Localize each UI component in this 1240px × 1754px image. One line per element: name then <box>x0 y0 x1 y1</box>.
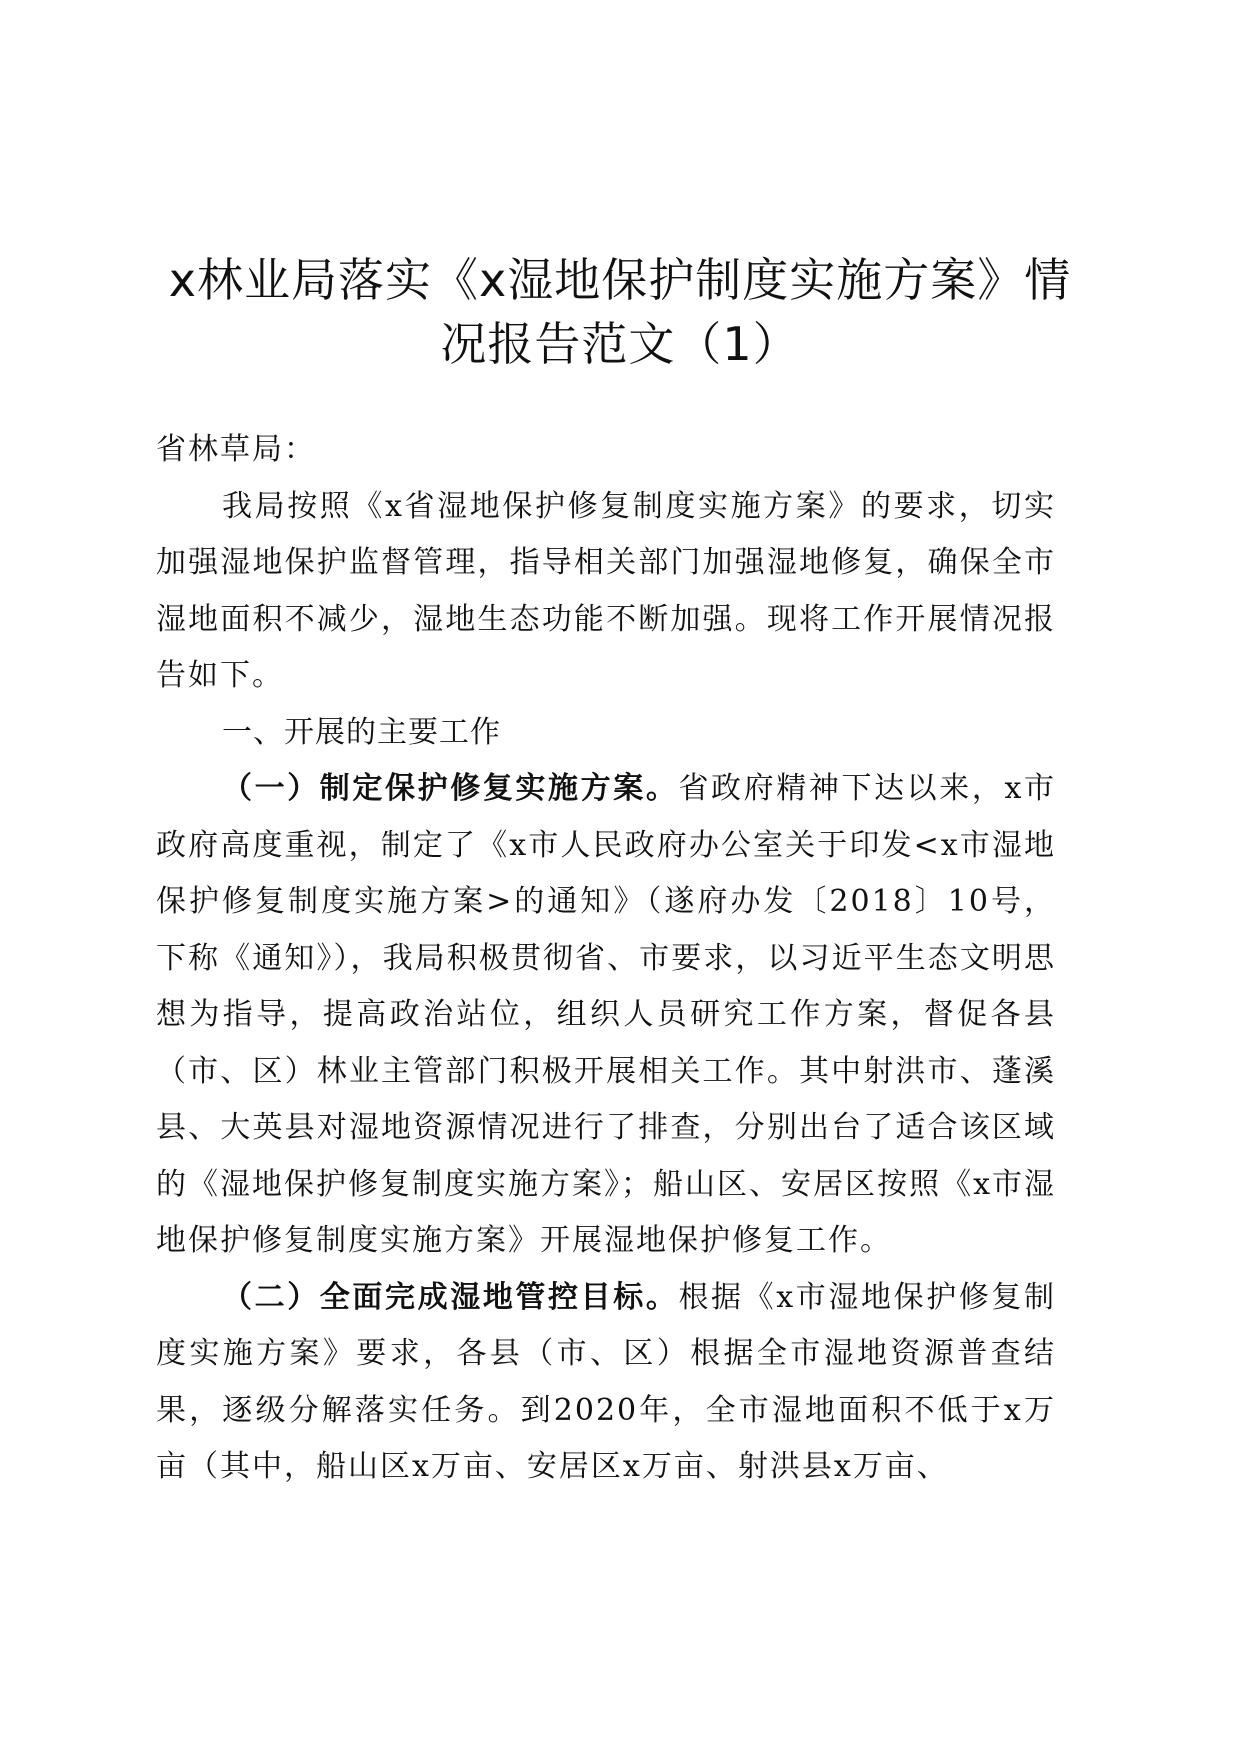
subsection-2-heading: （二）全面完成湿地管控目标。 <box>222 1279 679 1315</box>
section-heading: 一、开展的主要工作 <box>222 714 501 750</box>
subsection-2 <box>156 1270 1056 1496</box>
salutation: 省林草局： <box>156 432 316 467</box>
subsection-1-body: 省政府精神下达以来，x市政府高度重视，制定了《x市人民政府办公室关于印发<x市湿地保护修复制度实施方案>的通知》（遂府办发〔2018〕10号，下称《通知》），我局积极贯彻省、市要求，以习近平生态文明思想为指导，提高政治站位，组织人员研究工作方案，督促各县（市、区）林业主管部门积极开展相关工作。其中射洪市、蓬溪县、大英县对湿地资源情况进行了排查，分别出台了适合该区域的《湿地保护修复制度实施方案》；船山区、安居区按照《x市湿地保护修复制度实施方案》开展湿地保护修复工作。 <box>156 771 1057 1258</box>
document-body <box>156 422 1056 1496</box>
subsection-1 <box>156 761 1056 1270</box>
intro-paragraph: 我局按照《x省湿地保护修复制度实施方案》的要求，切实加强湿地保护监督管理，指导相关部门加强湿地修复，确保全市湿地面积不减少，湿地生态功能不断加强。现将工作开展情况报告如下。 <box>156 488 1056 693</box>
subsection-2-body: 根据《x市湿地保护修复制度实施方案》要求，各县（市、区）根据全市湿地资源普查结果，逐级分解落实任务。到2020年，全市湿地面积不低于x万亩（其中，船山区x万亩、安居区x万亩、射洪县x万亩、 <box>156 1279 1057 1484</box>
title-line-1: x林业局落实《x湿地保护制度实施方案》情 <box>168 253 1072 307</box>
title-line-2: 况报告范文（1） <box>440 317 800 371</box>
subsection-1-heading: （一）制定保护修复实施方案。 <box>222 771 679 806</box>
document-title <box>150 248 1090 376</box>
